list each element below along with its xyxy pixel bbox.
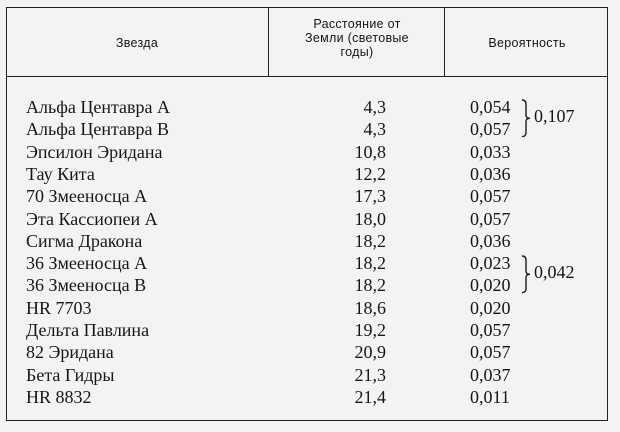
probability-value: 0,057	[470, 119, 511, 140]
star-name: HR 7703	[26, 297, 92, 318]
table-row	[6, 386, 608, 408]
probability-value: 0,020	[470, 275, 511, 296]
distance-value: 18,2	[354, 253, 386, 274]
header-distance-line: Земли (световые	[305, 31, 409, 45]
table-row	[6, 230, 608, 252]
probability-value: 0,057	[470, 186, 511, 207]
star-name: Сигма Дракона	[26, 230, 143, 251]
probability-value: 0,023	[470, 253, 511, 274]
header-distance-line: Расстояние от	[313, 17, 401, 31]
distance-value: 21,3	[354, 364, 386, 385]
table-row	[6, 252, 608, 274]
table-row	[6, 341, 608, 363]
brace-icon	[520, 255, 532, 294]
table-row	[6, 96, 608, 118]
distance-value: 12,2	[354, 163, 386, 184]
probability-value: 0,037	[470, 364, 511, 385]
probability-value: 0,054	[470, 97, 511, 117]
probability-value: 0,036	[470, 163, 511, 184]
star-name: Бета Гидры	[26, 364, 115, 385]
distance-value: 21,4	[354, 386, 386, 407]
header-star: Звезда	[115, 36, 159, 50]
header-probability: Вероятность	[488, 36, 566, 50]
table-row	[6, 185, 608, 207]
star-name: Эта Кассиопеи A	[26, 208, 158, 229]
star-name: Альфа Центавра A	[26, 97, 171, 117]
star-name: 36 Змееносца A	[26, 253, 148, 274]
header-distance-line: годы)	[340, 45, 374, 59]
distance-value: 20,9	[354, 342, 386, 363]
probability-value: 0,036	[470, 230, 511, 251]
probability-value: 0,033	[470, 141, 511, 162]
column-divider	[444, 7, 445, 77]
distance-value: 17,3	[354, 186, 386, 207]
distance-value: 10,8	[354, 141, 386, 162]
table-row	[6, 118, 608, 140]
distance-value: 4,3	[363, 97, 386, 117]
table-row	[6, 364, 608, 386]
star-name: 70 Змееносца A	[26, 186, 148, 207]
distance-value: 4,3	[363, 119, 386, 140]
group-total: 0,107	[534, 106, 575, 127]
star-name: 36 Змееносца B	[26, 275, 147, 296]
table-row	[6, 319, 608, 341]
table-row	[6, 208, 608, 230]
probability-value: 0,057	[470, 208, 511, 229]
star-name: Эпсилон Эридана	[26, 141, 163, 162]
table-row	[6, 141, 608, 163]
group-total: 0,042	[534, 262, 575, 283]
header-distance	[270, 17, 444, 59]
table-row	[6, 163, 608, 185]
probability-value: 0,057	[470, 342, 511, 363]
distance-value: 18,0	[354, 208, 386, 229]
probability-value: 0,057	[470, 320, 511, 340]
probability-value: 0,011	[470, 386, 510, 407]
star-name: Дельта Павлина	[26, 320, 150, 340]
table-row	[6, 297, 608, 319]
column-divider	[268, 7, 269, 77]
star-name: Тау Кита	[26, 163, 95, 184]
distance-value: 19,2	[354, 320, 386, 340]
star-name: HR 8832	[26, 386, 92, 407]
probability-value: 0,020	[470, 297, 511, 318]
table-row	[6, 274, 608, 296]
star-name: Альфа Центавра B	[26, 119, 170, 140]
distance-value: 18,2	[354, 275, 386, 296]
header-rule	[6, 76, 608, 77]
distance-value: 18,2	[354, 230, 386, 251]
distance-value: 18,6	[354, 297, 386, 318]
brace-icon	[520, 99, 532, 138]
star-name: 82 Эридана	[26, 342, 114, 363]
